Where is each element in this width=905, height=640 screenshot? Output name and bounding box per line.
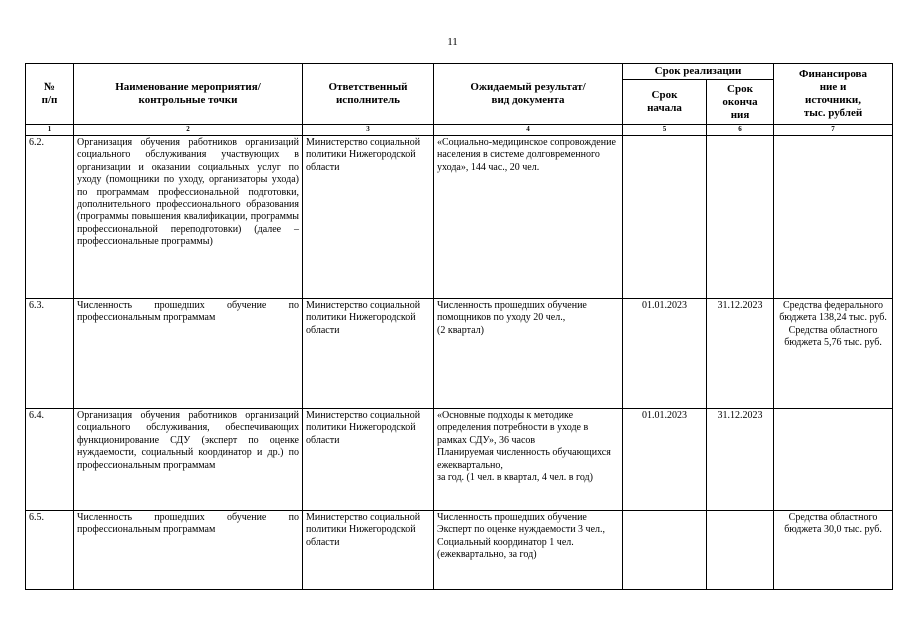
table-row <box>26 299 893 409</box>
column-number: 3 <box>303 125 434 136</box>
end-date <box>707 511 774 590</box>
page-number: 11 <box>447 36 458 48</box>
activity-name: Организация обучения работников организаций социального обслуживания участвующих в организации и оказании социальных услуг по уходу (помощники по уходу, организаторы ухода) по программам профессиональной подготовки, дополнительного профессионального образования (программы повышения квалификации, программы профессиональной переподготовки) (далее – профессиональные программы) <box>74 136 303 299</box>
expected-result: «Основные подходы к методике определения потребности в уходе в рамках СДУ», 36 часов Планируемая численность обучающихся ежеквартально, за год. (1 чел. в квартал, 4 чел. в год) <box>434 409 623 511</box>
responsible-executor: Министерство социальной политики Нижегородской области <box>303 136 434 299</box>
column-number: 5 <box>623 125 707 136</box>
responsible-executor: Министерство социальной политики Нижегородской области <box>303 409 434 511</box>
financing: Средства федерального бюджета 138,24 тыс. руб. Средства областного бюджета 5,76 тыс. руб. <box>774 299 893 409</box>
header-num: № п/п <box>26 64 74 125</box>
header-end: Срок оконча ния <box>707 80 774 125</box>
responsible-executor: Министерство социальной политики Нижегородской области <box>303 511 434 590</box>
column-number: 2 <box>74 125 303 136</box>
row-number: 6.5. <box>26 511 74 590</box>
column-number: 6 <box>707 125 774 136</box>
responsible-executor: Министерство социальной политики Нижегородской области <box>303 299 434 409</box>
expected-result: Численность прошедших обучение помощников по уходу 20 чел., (2 квартал) <box>434 299 623 409</box>
start-date: 01.01.2023 <box>623 299 707 409</box>
table-row <box>26 409 893 511</box>
column-numbers-row <box>26 125 893 136</box>
financing <box>774 136 893 299</box>
financing: Средства областного бюджета 30,0 тыс. руб. <box>774 511 893 590</box>
activities-table <box>25 63 893 590</box>
header-result: Ожидаемый результат/ вид документа <box>434 64 623 125</box>
end-date <box>707 136 774 299</box>
header-executor: Ответственный исполнитель <box>303 64 434 125</box>
column-number: 4 <box>434 125 623 136</box>
start-date <box>623 511 707 590</box>
header-row <box>26 64 893 80</box>
start-date <box>623 136 707 299</box>
header-start: Срок начала <box>623 80 707 125</box>
header-finance: Финансирова ние и источники, тыс. рублей <box>774 64 893 125</box>
row-number: 6.4. <box>26 409 74 511</box>
table-row <box>26 136 893 299</box>
activity-name: Численность прошедших обучение по профессиональным программам <box>74 299 303 409</box>
column-number: 7 <box>774 125 893 136</box>
row-number: 6.3. <box>26 299 74 409</box>
end-date: 31.12.2023 <box>707 299 774 409</box>
expected-result: «Социально-медицинское сопровождение населения в системе долговременного ухода», 144 час., 20 чел. <box>434 136 623 299</box>
activity-name: Организация обучения работников организаций социального обслуживания, обеспечивающих функционирование СДУ (эксперт по оценке нуждаемости, социальный координатор и др.) по профессиональным программам <box>74 409 303 511</box>
row-number: 6.2. <box>26 136 74 299</box>
end-date: 31.12.2023 <box>707 409 774 511</box>
table-row <box>26 511 893 590</box>
header-name: Наименование мероприятия/ контрольные точки <box>74 64 303 125</box>
expected-result: Численность прошедших обучение Эксперт по оценке нуждаемости 3 чел., Социальный координатор 1 чел. (ежеквартально, за год) <box>434 511 623 590</box>
financing <box>774 409 893 511</box>
activity-name: Численность прошедших обучение по профессиональным программам <box>74 511 303 590</box>
column-number: 1 <box>26 125 74 136</box>
header-period: Срок реализации <box>623 64 774 80</box>
start-date: 01.01.2023 <box>623 409 707 511</box>
